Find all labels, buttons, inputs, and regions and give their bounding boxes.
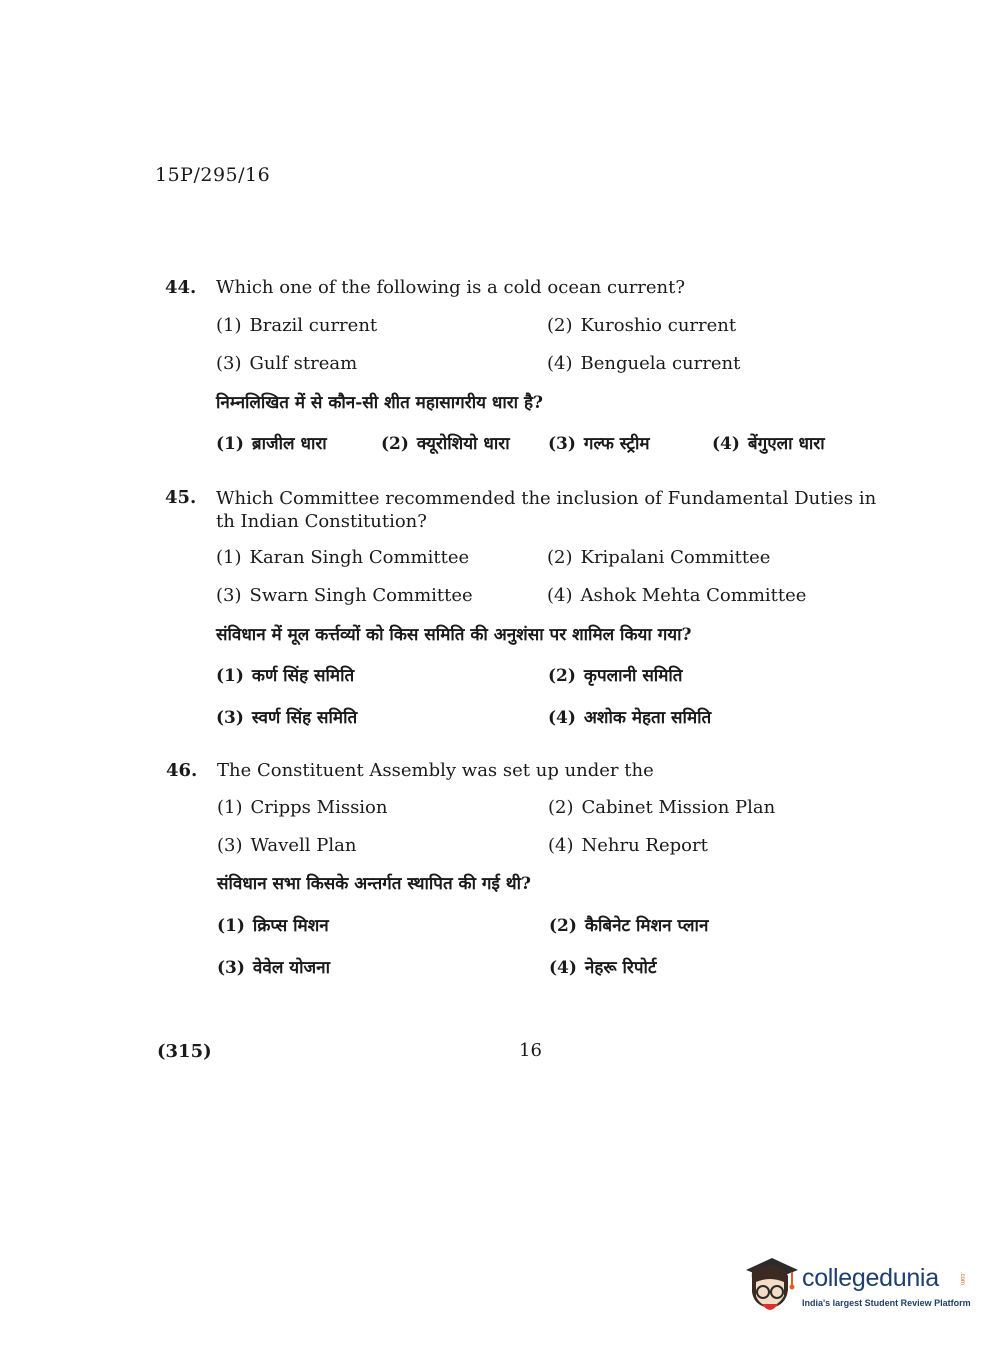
option-label: अशोक मेहता समिति bbox=[583, 708, 712, 728]
hindi-option-1 bbox=[217, 913, 329, 936]
option-label: कृपलानी समिति bbox=[583, 666, 683, 686]
option-label: Kripalani Committee bbox=[580, 547, 771, 568]
option-number: (1) bbox=[216, 666, 244, 686]
option-label: Wavell Plan bbox=[250, 835, 357, 856]
option-2 bbox=[547, 547, 770, 568]
option-number: (3) bbox=[548, 434, 576, 454]
option-number: (3) bbox=[217, 958, 245, 978]
option-label: नेहरू रिपोर्ट bbox=[584, 958, 657, 978]
option-4 bbox=[548, 835, 708, 856]
option-1 bbox=[216, 547, 469, 568]
question-text: The Constituent Assembly was set up under the bbox=[217, 760, 654, 781]
hindi-option-3 bbox=[217, 955, 330, 978]
option-number: (4) bbox=[547, 585, 573, 606]
hindi-option-3 bbox=[216, 705, 357, 728]
option-number: (1) bbox=[216, 434, 244, 454]
paper-code: 15P/295/16 bbox=[155, 164, 271, 186]
option-label: क्रिप्स मिशन bbox=[252, 916, 329, 936]
student-mascot-icon bbox=[742, 1256, 800, 1316]
option-label: Swarn Singh Committee bbox=[249, 585, 473, 606]
option-label: ब्राजील धारा bbox=[251, 434, 327, 454]
hindi-question-text: निम्नलिखित में से कौन-सी शीत महासागरीय धारा है? bbox=[216, 393, 543, 413]
hindi-option-4 bbox=[548, 705, 711, 728]
collegedunia-logo bbox=[742, 1254, 972, 1320]
option-label: वेवेल योजना bbox=[252, 958, 330, 978]
option-label: Brazil current bbox=[249, 315, 378, 336]
option-number: (4) bbox=[548, 835, 574, 856]
hindi-option-2 bbox=[381, 431, 510, 454]
option-number: (3) bbox=[216, 585, 242, 606]
question-number: 46. bbox=[166, 760, 198, 781]
option-number: (1) bbox=[217, 797, 243, 818]
paper-series-code: (315) bbox=[157, 1041, 212, 1062]
hindi-question-text: संविधान में मूल कर्त्तव्यों को किस समिति की अनुशंसा पर शामिल किया गया? bbox=[216, 625, 692, 645]
option-number: (2) bbox=[547, 547, 573, 568]
option-label: Kuroshio current bbox=[580, 315, 737, 336]
option-number: (4) bbox=[712, 434, 740, 454]
question-text: Which one of the following is a cold ocean current? bbox=[216, 277, 686, 298]
option-3 bbox=[217, 835, 356, 856]
option-number: (4) bbox=[548, 708, 576, 728]
option-number: (3) bbox=[216, 708, 244, 728]
option-label: Gulf stream bbox=[249, 353, 358, 374]
option-2 bbox=[548, 797, 775, 818]
option-number: (4) bbox=[549, 958, 577, 978]
option-4 bbox=[547, 585, 806, 606]
option-number: (3) bbox=[216, 353, 242, 374]
option-1 bbox=[217, 797, 388, 818]
option-number: (2) bbox=[548, 797, 574, 818]
question-number: 44. bbox=[165, 277, 197, 298]
hindi-option-3 bbox=[548, 431, 650, 454]
option-number: (2) bbox=[547, 315, 573, 336]
page-number: 16 bbox=[519, 1040, 542, 1061]
hindi-option-2 bbox=[548, 663, 682, 686]
option-number: (4) bbox=[547, 353, 573, 374]
option-number: (1) bbox=[216, 315, 242, 336]
option-2 bbox=[547, 315, 736, 336]
option-3 bbox=[216, 353, 357, 374]
option-label: Karan Singh Committee bbox=[249, 547, 470, 568]
hindi-option-4 bbox=[712, 431, 825, 454]
option-1 bbox=[216, 315, 377, 336]
option-number: (2) bbox=[548, 666, 576, 686]
question-number: 45. bbox=[165, 487, 197, 508]
option-label: गल्फ स्ट्रीम bbox=[583, 434, 650, 454]
option-3 bbox=[216, 585, 473, 606]
question-text: Which Committee recommended the inclusion of Fundamental Duties in th Indian Constitution? bbox=[216, 488, 877, 532]
hindi-option-1 bbox=[216, 663, 354, 686]
option-4 bbox=[547, 353, 740, 374]
option-number: (1) bbox=[217, 916, 245, 936]
option-label: बेंगुएला धारा bbox=[747, 434, 825, 454]
option-label: Ashok Mehta Committee bbox=[580, 585, 807, 606]
option-label: कैबिनेट मिशन प्लान bbox=[584, 916, 709, 936]
logo-name: collegedunia bbox=[802, 1264, 939, 1292]
option-number: (2) bbox=[381, 434, 409, 454]
option-label: Cabinet Mission Plan bbox=[581, 797, 776, 818]
hindi-option-2 bbox=[549, 913, 708, 936]
logo-tagline: India's largest Student Review Platform bbox=[802, 1298, 971, 1308]
logo-suffix: .com bbox=[959, 1272, 965, 1286]
option-number: (2) bbox=[549, 916, 577, 936]
option-number: (1) bbox=[216, 547, 242, 568]
option-label: कर्ण सिंह समिति bbox=[251, 666, 355, 686]
option-label: स्वर्ण सिंह समिति bbox=[251, 708, 358, 728]
option-number: (3) bbox=[217, 835, 243, 856]
hindi-option-4 bbox=[549, 955, 657, 978]
hindi-option-1 bbox=[216, 431, 327, 454]
option-label: Nehru Report bbox=[581, 835, 708, 856]
option-label: क्यूरोशियो धारा bbox=[416, 434, 510, 454]
hindi-question-text: संविधान सभा किसके अन्तर्गत स्थापित की गई थी? bbox=[217, 874, 531, 894]
option-label: Cripps Mission bbox=[250, 797, 388, 818]
option-label: Benguela current bbox=[580, 353, 741, 374]
